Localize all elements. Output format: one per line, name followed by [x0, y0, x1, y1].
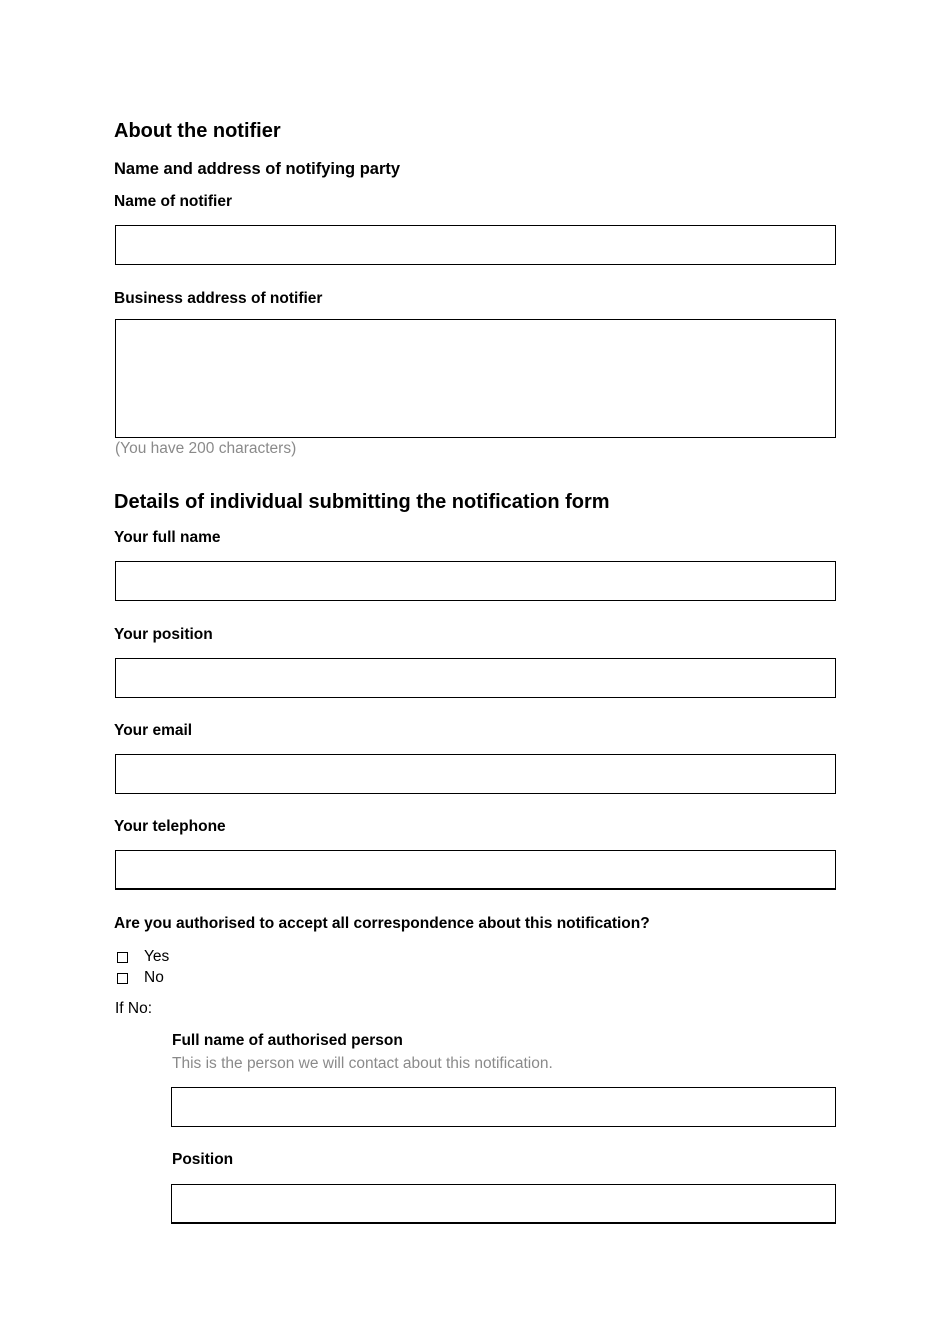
email-input[interactable]	[115, 754, 836, 794]
section-title-about-notifier: About the notifier	[114, 120, 281, 142]
no-label: No	[144, 969, 164, 986]
notifier-name-input[interactable]	[115, 225, 836, 265]
authorised-question: Are you authorised to accept all correspondence about this notification?	[114, 915, 650, 932]
yes-checkbox[interactable]	[117, 952, 128, 963]
authorised-position-label: Position	[172, 1151, 234, 1168]
notifier-name-label: Name of notifier	[114, 193, 232, 210]
telephone-label: Your telephone	[114, 818, 226, 835]
authorised-name-label: Full name of authorised person	[172, 1032, 403, 1049]
notifier-address-label: Business address of notifier	[114, 290, 323, 307]
no-checkbox[interactable]	[117, 973, 128, 984]
authorised-name-hint: This is the person we will contact about this notification.	[172, 1055, 553, 1072]
option-no[interactable]	[117, 968, 164, 988]
telephone-input[interactable]	[115, 850, 836, 890]
address-character-counter: (You have 200 characters)	[115, 440, 297, 457]
full-name-input[interactable]	[115, 561, 836, 601]
yes-label: Yes	[144, 948, 170, 965]
notifier-address-textarea[interactable]	[115, 319, 836, 438]
authorised-name-input[interactable]	[171, 1087, 836, 1127]
email-label: Your email	[114, 722, 193, 739]
position-input[interactable]	[115, 658, 836, 698]
authorised-position-input[interactable]	[171, 1184, 836, 1224]
position-label: Your position	[114, 626, 213, 643]
section-title-individual-details: Details of individual submitting the notification form	[114, 491, 610, 513]
full-name-label: Your full name	[114, 529, 221, 546]
if-no-label: If No:	[115, 1000, 153, 1017]
subsection-title-notifying-party: Name and address of notifying party	[114, 160, 401, 178]
option-yes[interactable]	[117, 947, 169, 967]
